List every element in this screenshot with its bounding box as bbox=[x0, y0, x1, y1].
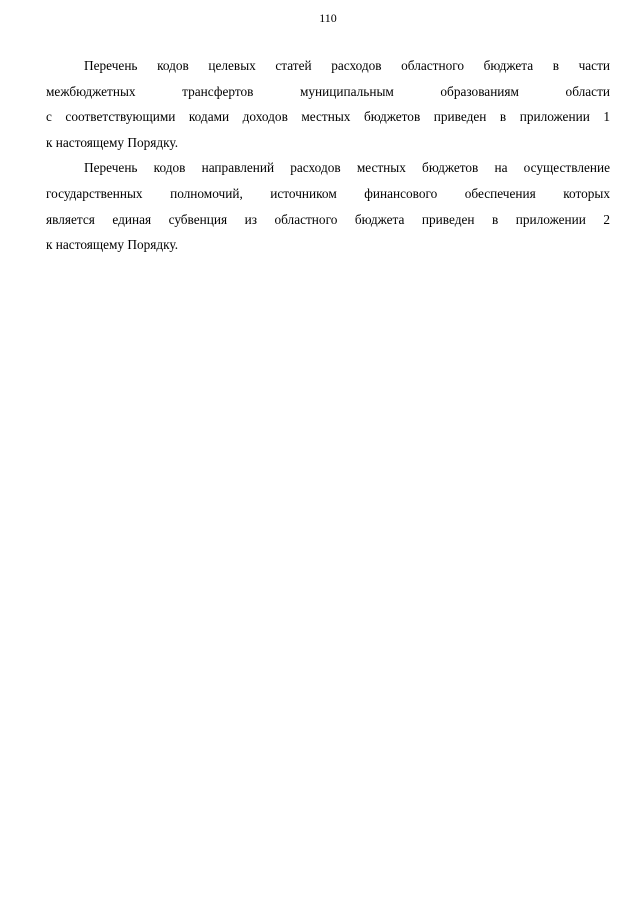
paragraph-line: к настоящему Порядку. bbox=[46, 237, 179, 253]
paragraph bbox=[46, 155, 610, 257]
page-number: 110 bbox=[319, 11, 337, 25]
paragraph bbox=[46, 53, 610, 155]
paragraph-line: межбюджетных трансфертов муниципальным образованиям области bbox=[46, 83, 610, 99]
paragraph-line: с соответствующими кодами доходов местных бюджетов приведен в приложении 1 bbox=[46, 109, 610, 125]
paragraph-line: государственных полномочий, источником финансового обеспечения которых bbox=[46, 185, 610, 201]
paragraph-line: к настоящему Порядку. bbox=[46, 134, 179, 150]
paragraph-line: Перечень кодов направлений расходов местных бюджетов на осуществление bbox=[84, 160, 610, 176]
paragraph-line: является единая субвенция из областного бюджета приведен в приложении 2 bbox=[46, 211, 610, 227]
document-body bbox=[46, 53, 610, 258]
paragraph-line: Перечень кодов целевых статей расходов областного бюджета в части bbox=[84, 58, 610, 73]
